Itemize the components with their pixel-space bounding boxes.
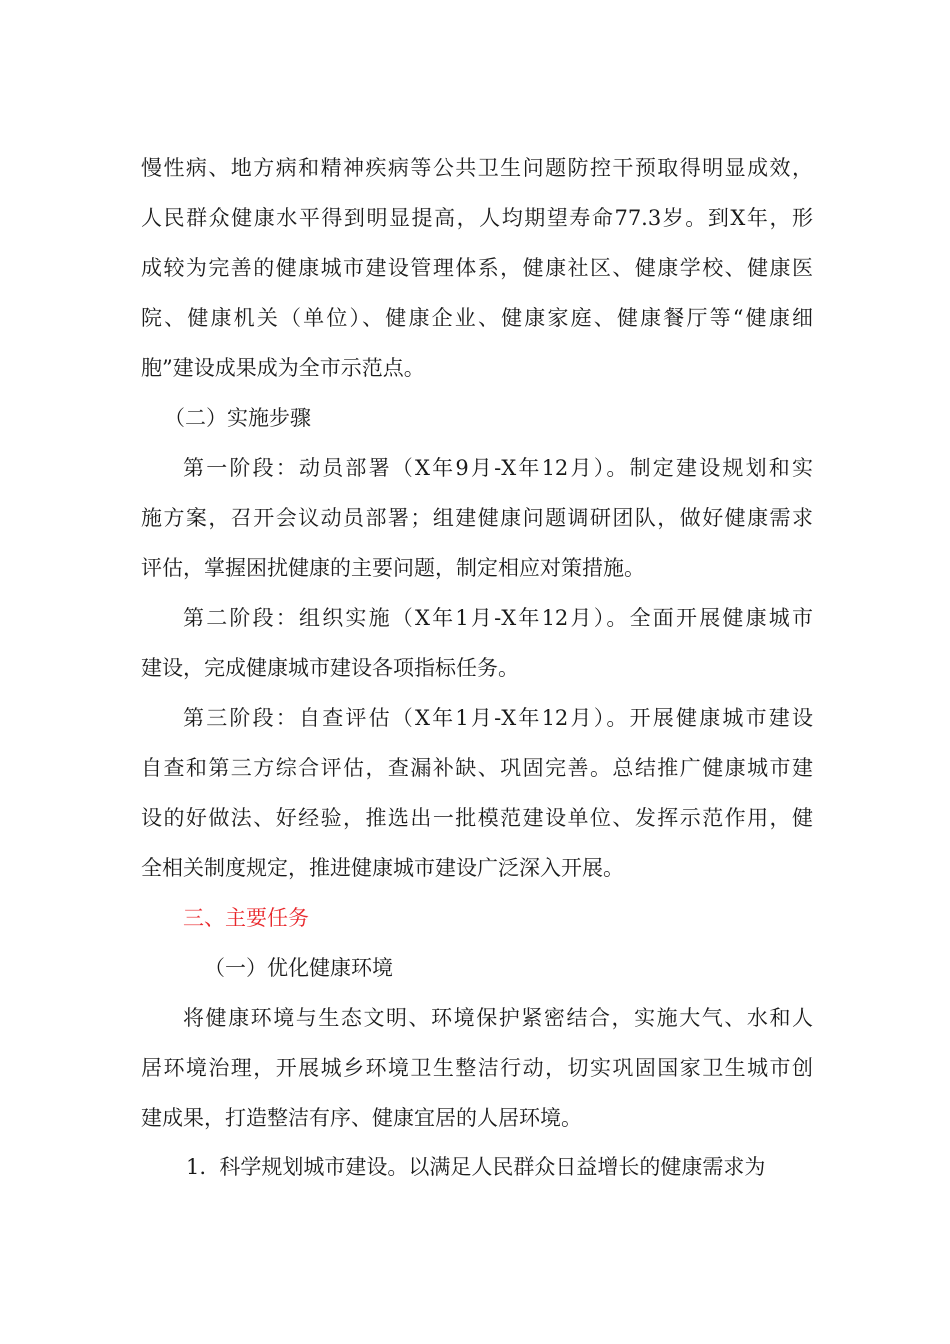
paragraph-line: 成较为完善的健康城市建设管理体系，健康社区、健康学校、健康医	[141, 256, 813, 280]
section-heading: （一）优化健康环境	[204, 956, 393, 980]
paragraph-line: 人民群众健康水平得到明显提高，人均期望寿命77.3岁。到X年，形	[141, 206, 813, 230]
paragraph-line: 评估，掌握困扰健康的主要问题，制定相应对策措施。	[141, 556, 645, 580]
paragraph-line: 自查和第三方综合评估，查漏补缺、巩固完善。总结推广健康城市建	[141, 756, 813, 780]
paragraph-line: 慢性病、地方病和精神疾病等公共卫生问题防控干预取得明显成效，	[141, 156, 813, 180]
chapter-heading: 三、主要任务	[183, 906, 309, 930]
paragraph-line: 第一阶段：动员部署（X年9月-X年12月）。制定建设规划和实	[183, 456, 813, 480]
section-heading: （二）实施步骤	[164, 406, 311, 430]
numbered-item-line: 1. 科学规划城市建设。以满足人民群众日益增长的健康需求为	[186, 1155, 766, 1179]
paragraph-line: 将健康环境与生态文明、环境保护紧密结合，实施大气、水和人	[183, 1006, 813, 1030]
paragraph-line: 院、健康机关（单位）、健康企业、健康家庭、健康餐厅等“健康细	[141, 306, 813, 330]
paragraph-line: 设的好做法、好经验，推选出一批模范建设单位、发挥示范作用，健	[141, 806, 813, 830]
paragraph-line: 第三阶段：自查评估（X年1月-X年12月）。开展健康城市建设	[183, 706, 813, 730]
paragraph-line: 全相关制度规定，推进健康城市建设广泛深入开展。	[141, 856, 624, 880]
paragraph-line: 建设，完成健康城市建设各项指标任务。	[141, 656, 519, 680]
paragraph-line: 第二阶段：组织实施（X年1月-X年12月）。全面开展健康城市	[183, 606, 813, 630]
paragraph-line: 施方案，召开会议动员部署；组建健康问题调研团队，做好健康需求	[141, 506, 813, 530]
paragraph-line: 居环境治理，开展城乡环境卫生整洁行动，切实巩固国家卫生城市创	[141, 1056, 813, 1080]
paragraph-line: 建成果，打造整洁有序、健康宜居的人居环境。	[141, 1106, 582, 1130]
paragraph-line: 胞”建设成果成为全市示范点。	[141, 356, 425, 380]
